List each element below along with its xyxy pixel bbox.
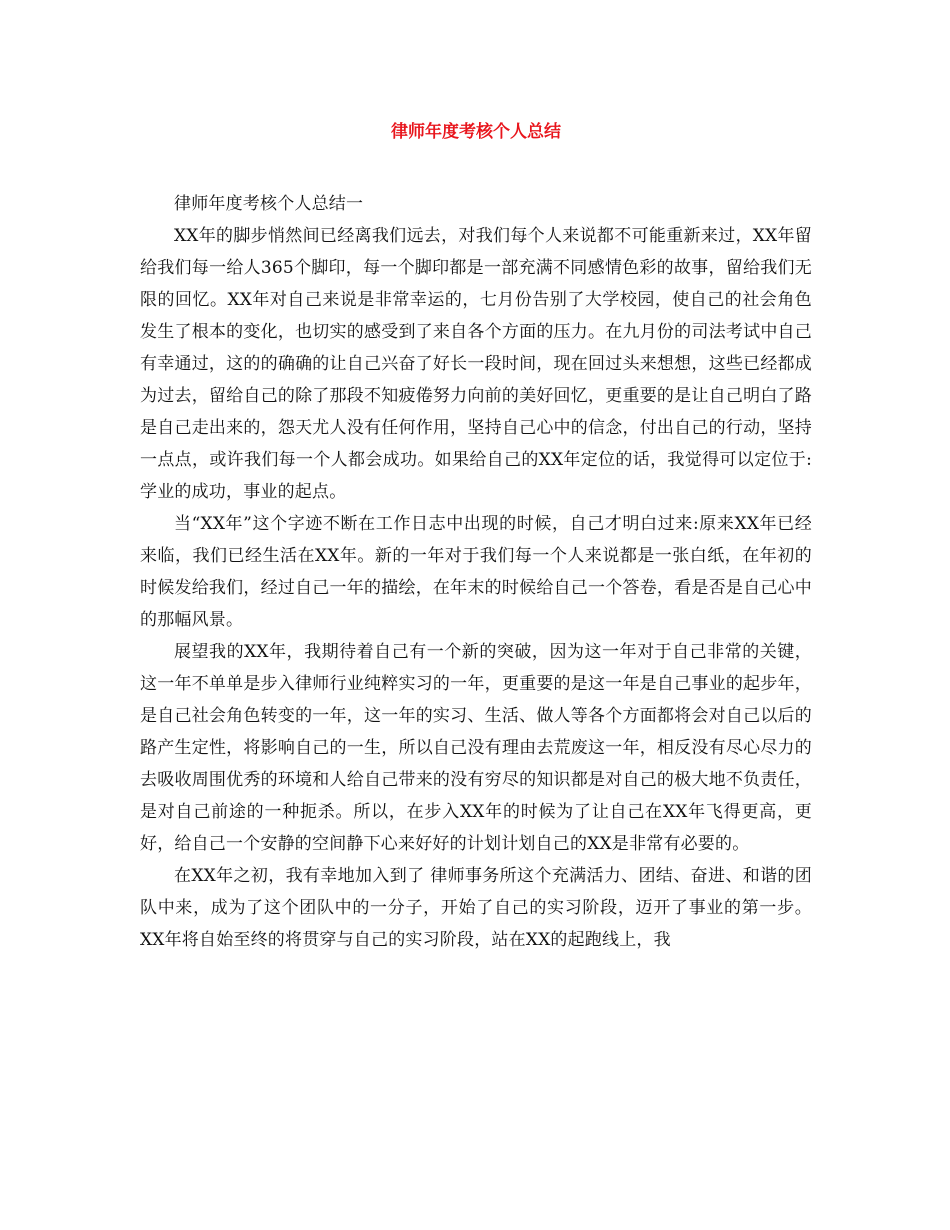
- document-title: 律师年度考核个人总结: [391, 122, 561, 142]
- paragraph: 当“XX年”这个字迹不断在工作日志中出现的时候，自己才明白过来:原来XX年已经来临，我们已经生活在XX年。新的一年对于我们每一个人来说都是一张白纸，在年初的时候发给我们，经过自己一年的描绘，在年末的时候给自己一个答卷，看是否是自己心中的那幅风景。: [140, 514, 812, 630]
- section-heading: 律师年度考核个人总结一: [174, 194, 364, 214]
- paragraph: 在XX年之初，我有幸地加入到了 律师事务所这个充满活力、团结、奋进、和谐的团队中来，成为了这个团队中的一分子，开始了自己的实习阶段，迈开了事业的第一步。XX年将自始至终的将贯穿与自己的实习阶段，站在XX的起跑线上，我: [140, 866, 812, 950]
- paragraph: 展望我的XX年，我期待着自己有一个新的突破，因为这一年对于自己非常的关键，这一年不单单是步入律师行业纯粹实习的一年，更重要的是这一年是自己事业的起步年，是自己社会角色转变的一年，这一年的实习、生活、做人等各个方面都将会对自己以后的路产生定性，将影响自己的一生，所以自己没有理由去荒废这一年，相反没有尽心尽力的去吸收周围优秀的环境和人给自己带来的没有穷尽的知识都是对自己的极大地不负责任，是对自己前途的一种扼杀。所以，在步入XX年的时候为了让自己在XX年飞得更高，更好，给自己一个安静的空间静下心来好好的计划计划自己的XX是非常有必要的。: [140, 642, 812, 854]
- paragraph: XX年的脚步悄然间已经离我们远去，对我们每个人来说都不可能重新来过，XX年留给我们每一给人365个脚印，每一个脚印都是一部充满不同感情色彩的故事，留给我们无限的回忆。XX年对自己来说是非常幸运的，七月份告别了大学校园，使自己的社会角色发生了根本的变化，也切实的感受到了来自各个方面的压力。在九月份的司法考试中自己有幸通过，这的的确确的让自己兴奋了好长一段时间，现在回过头来想想，这些已经都成为过去，留给自己的除了那段不知疲倦努力向前的美好回忆，更重要的是让自己明白了路是自己走出来的，怨天尤人没有任何作用，坚持自己心中的信念，付出自己的行动，坚持一点点，或许我们每一个人都会成功。如果给自己的XX年定位的话，我觉得可以定位于:学业的成功，事业的起点。: [140, 226, 812, 502]
- document-page: [140, 118, 812, 956]
